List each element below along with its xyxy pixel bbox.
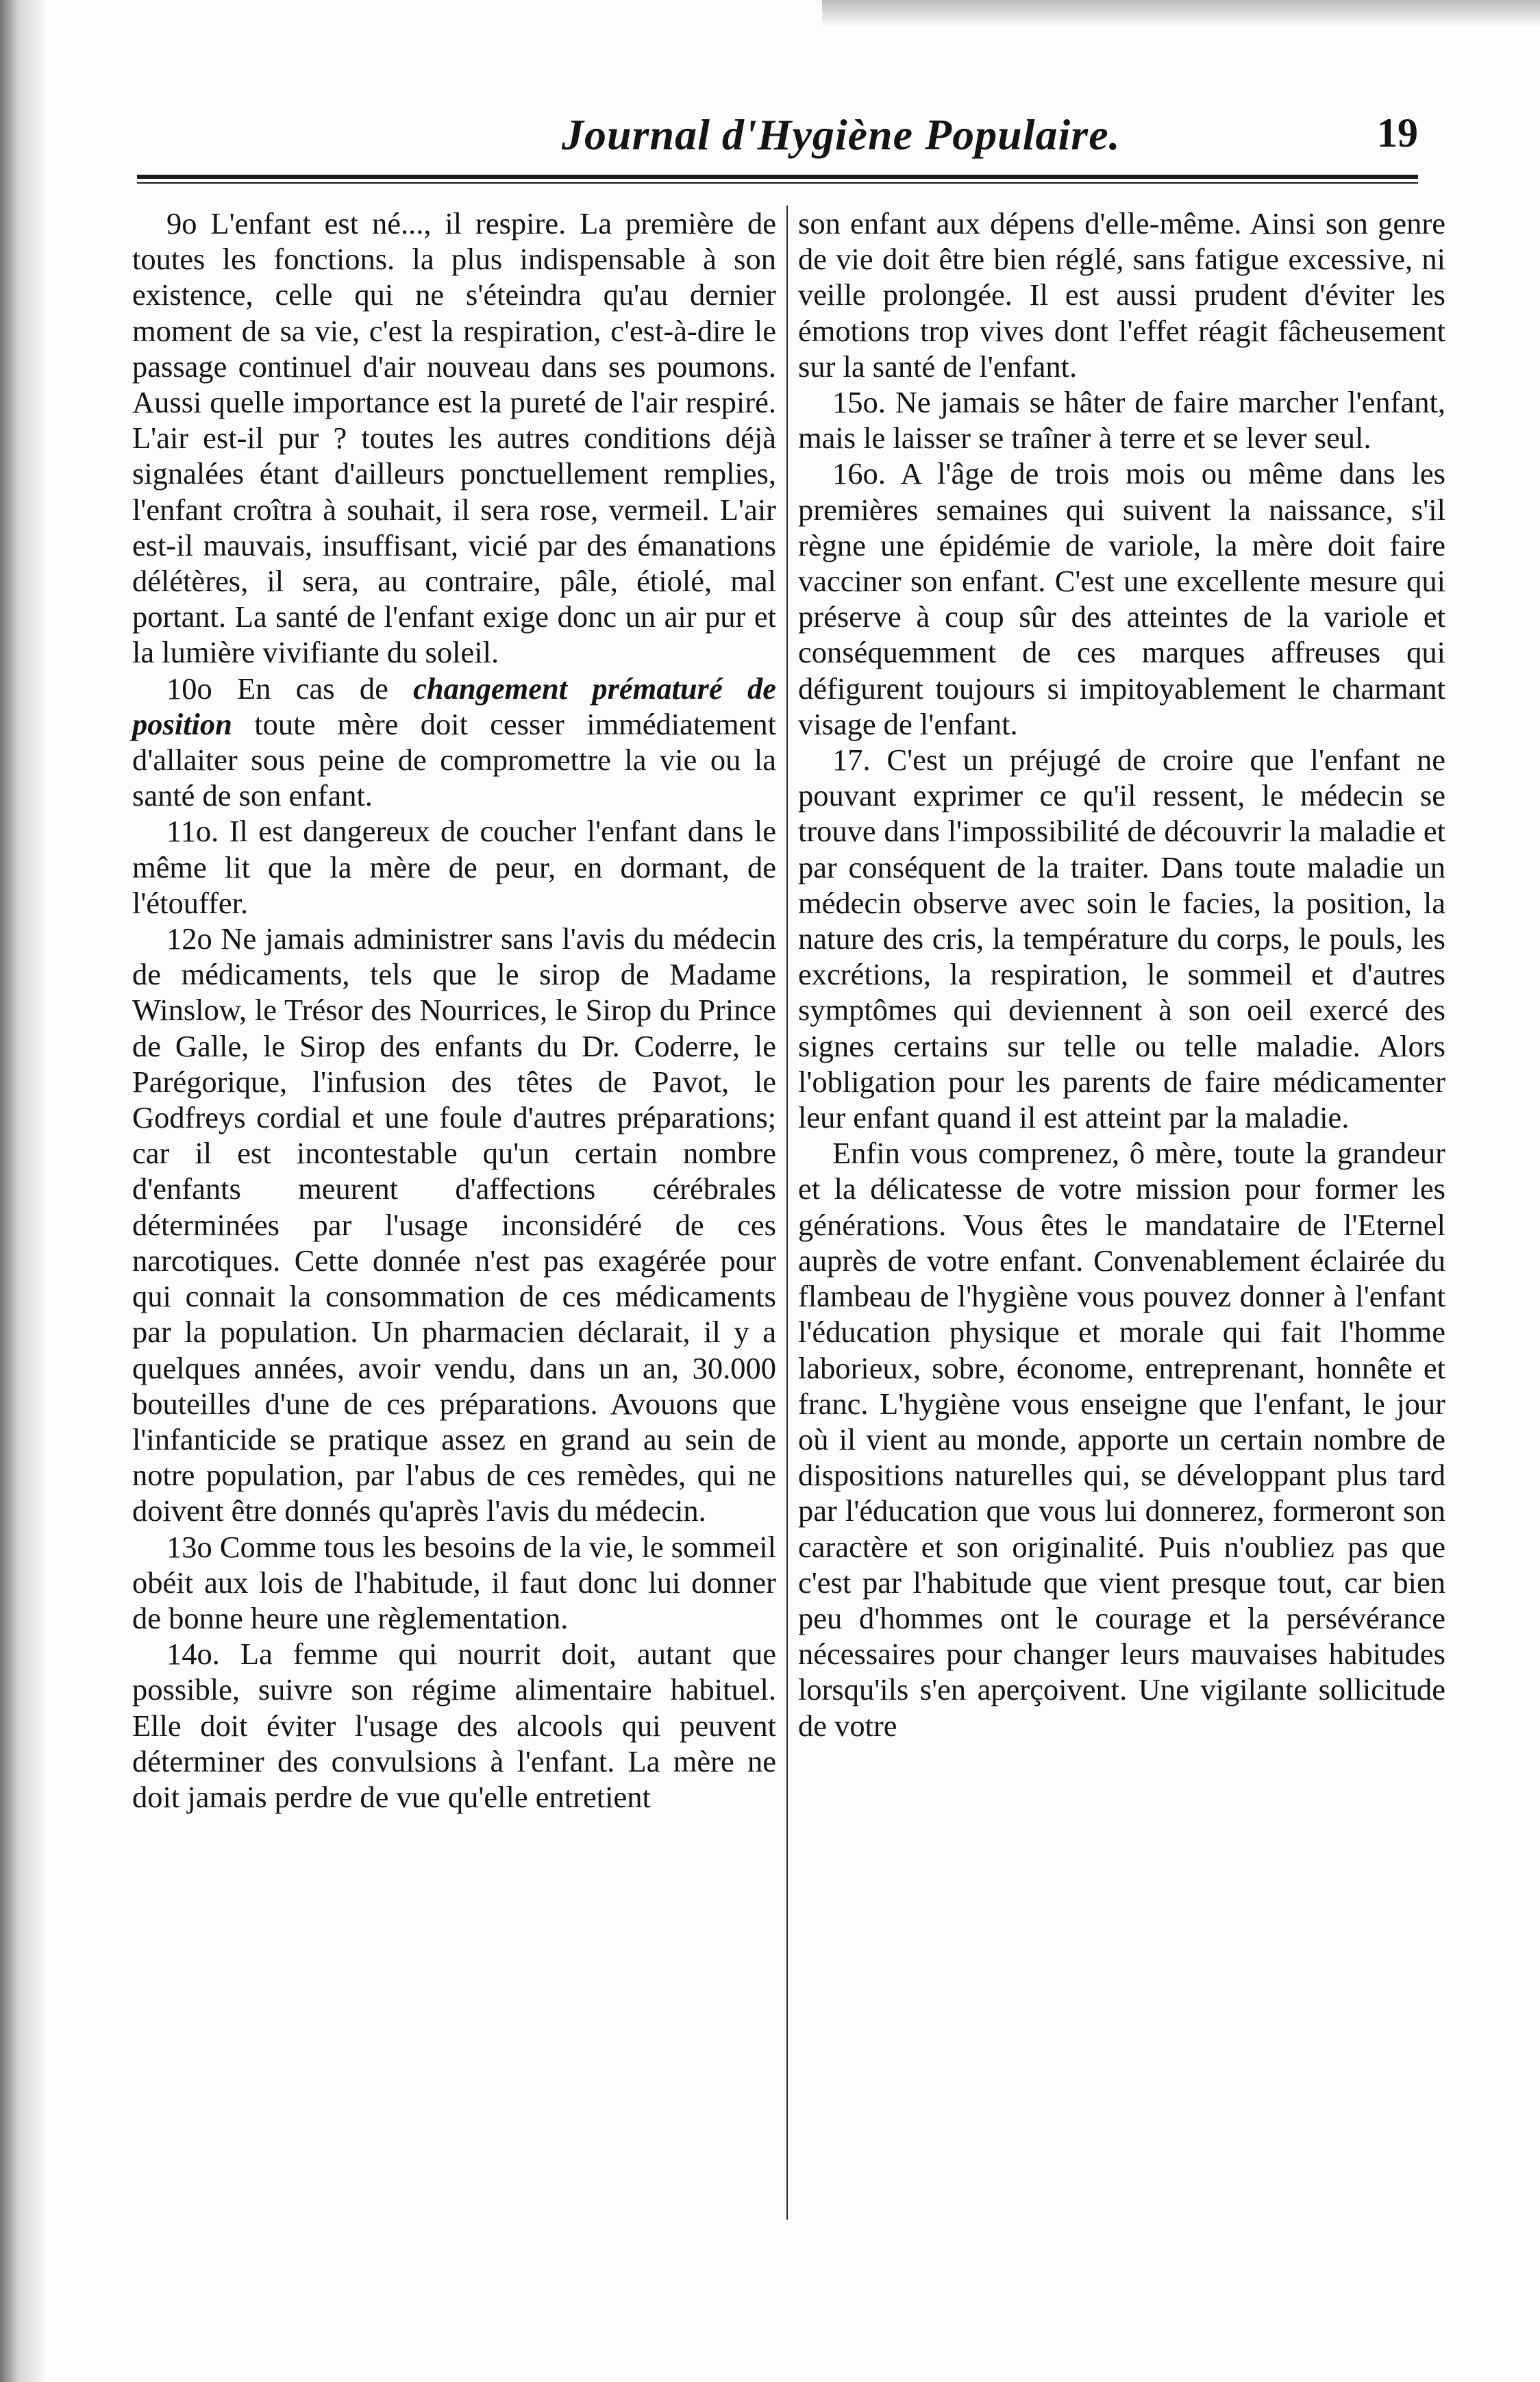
- paragraph-15: 15o. Ne jamais se hâter de faire marcher l'enfant, mais le laisser se traîner à terre et se lever seul.: [798, 385, 1445, 456]
- header-rule-thin: [137, 182, 1418, 184]
- left-column: [132, 206, 776, 1815]
- header-rule-thick: [137, 175, 1418, 179]
- scan-edge-shadow: [0, 0, 48, 2382]
- paragraph-16: 16o. A l'âge de trois mois ou même dans les premières semaines qui suivent la naissance, s'il règne une épidémie de variole, la mère doit faire vacciner son enfant. C'est une excellente mesure qui préserve à coup sûr des atteintes de la variole et conséquemment de ces marques affreuses qui défigurent toujours si impitoyablement le charmant visage de l'enfant.: [798, 456, 1445, 741]
- paragraph-14-continued: son enfant aux dépens d'elle-même. Ainsi son genre de vie doit être bien réglé, sans fatigue excessive, ni veille prolongée. Il est aussi prudent d'éviter les émotions trop vives dont l'effet réagit fâcheusement sur la santé de l'enfant.: [798, 206, 1445, 384]
- paragraph-10-end: toute mère doit cesser immédiatement d'allaiter sous peine de compromettre la vie ou la santé de son enfant.: [132, 706, 777, 813]
- paragraph-10-start: 10o En cas de: [166, 671, 388, 706]
- paragraph-10-emphasis: changement prématuré de position: [132, 671, 776, 741]
- column-divider: [786, 206, 788, 2220]
- paragraph-conclusion: Enfin vous comprenez, ô mère, toute la grandeur et la délicatesse de votre mission pour former les générations. Vous êtes le mandataire de l'Eternel auprès de votre enfant. Convenablement éclairée du flambeau de l'hygiène vous pouvez donner à l'enfant l'éducation physique et morale qui fait l'homme laborieux, sobre, économe, entreprenant, honnête et franc. L'hygiène vous enseigne que l'enfant, le jour où il vient au monde, apporte un certain nombre de dispositions naturelles qui, se développant plus tard par l'éducation que vous lui donnerez, formeront son caractère et son originalité. Puis n'oubliez pas que c'est par l'habitude que vient presque tout, car bien peu d'hommes ont le courage et la persévérance nécessaires pour changer leurs mauvaises habitudes lorsqu'ils s'en aperçoivent. Une vigilante sollicitude de votre: [798, 1136, 1445, 1743]
- paragraph-9: 9o L'enfant est né..., il respire. La première de toutes les fonctions. la plus indispensable à son existence, celle qui ne s'éteindra qu'au dernier moment de sa vie, c'est la respiration, c'est-à-dire le passage continuel d'air nouveau dans ses poumons. Aussi quelle importance est la pureté de l'air respiré. L'air est-il pur ? toutes les autres conditions déjà signalées étant d'ailleurs ponctuellement remplies, l'enfant croîtra à souhait, il sera rose, vermeil. L'air est-il mauvais, insuffisant, vicié par des émanations délétères, il sera, au contraire, pâle, étiolé, mal portant. La santé de l'enfant exige donc un air pur et la lumière vivifiante du soleil.: [132, 206, 776, 670]
- paragraph-10: [132, 671, 776, 814]
- scan-top-shadow: [822, 0, 1540, 27]
- page-number: 19: [1377, 110, 1418, 156]
- running-title: Journal d'Hygiène Populaire.: [562, 110, 1121, 159]
- paragraph-14: 14o. La femme qui nourrit doit, autant que possible, suivre son régime alimentaire habituel. Elle doit éviter l'usage des alcools qui peuvent déterminer des convulsions à l'enfant. La mère ne doit jamais perdre de vue qu'elle entretient: [132, 1637, 776, 1814]
- right-column: [798, 206, 1445, 1744]
- paragraph-11: 11o. Il est dangereux de coucher l'enfant dans le même lit que la mère de peur, en dormant, de l'étouffer.: [132, 814, 776, 920]
- paragraph-17: 17. C'est un préjugé de croire que l'enfant ne pouvant exprimer ce qu'il ressent, le médecin se trouve dans l'impossibilité de découvrir la maladie et par conséquent de la traiter. Dans toute maladie un médecin observe avec soin le facies, la position, la nature des cris, la température du corps, le pouls, les excrétions, la respiration, le sommeil et d'autres symptômes qui deviennent à son oeil exercé des signes certains sur telle ou telle maladie. Alors l'obligation pour les parents de faire médicamenter leur enfant quand il est atteint par la maladie.: [798, 743, 1445, 1135]
- page-header: [123, 103, 1425, 164]
- paragraph-12: 12o Ne jamais administrer sans l'avis du médecin de médicaments, tels que le sirop de Madame Winslow, le Trésor des Nourrices, le Sirop du Prince de Galle, le Sirop des enfants du Dr. Coderre, le Parégorique, l'infusion des têtes de Pavot, le Godfreys cordial et une foule d'autres préparations; car il est incontestable qu'un certain nombre d'enfants meurent d'affections cérébrales déterminées par l'usage inconsidéré de ces narcotiques. Cette donnée n'est pas exagérée pour qui connait la consommation de ces médicaments par la population. Un pharmacien déclarait, il y a quelques années, avoir vendu, dans un an, 30.000 bouteilles d'une de ces préparations. Avouons que l'infanticide se pratique assez en grand au sein de notre population, par l'abus de ces remèdes, qui ne doivent être donnés qu'après l'avis du médecin.: [132, 921, 776, 1528]
- paragraph-13: 13o Comme tous les besoins de la vie, le sommeil obéit aux lois de l'habitude, il faut donc lui donner de bonne heure une règlementation.: [132, 1529, 776, 1635]
